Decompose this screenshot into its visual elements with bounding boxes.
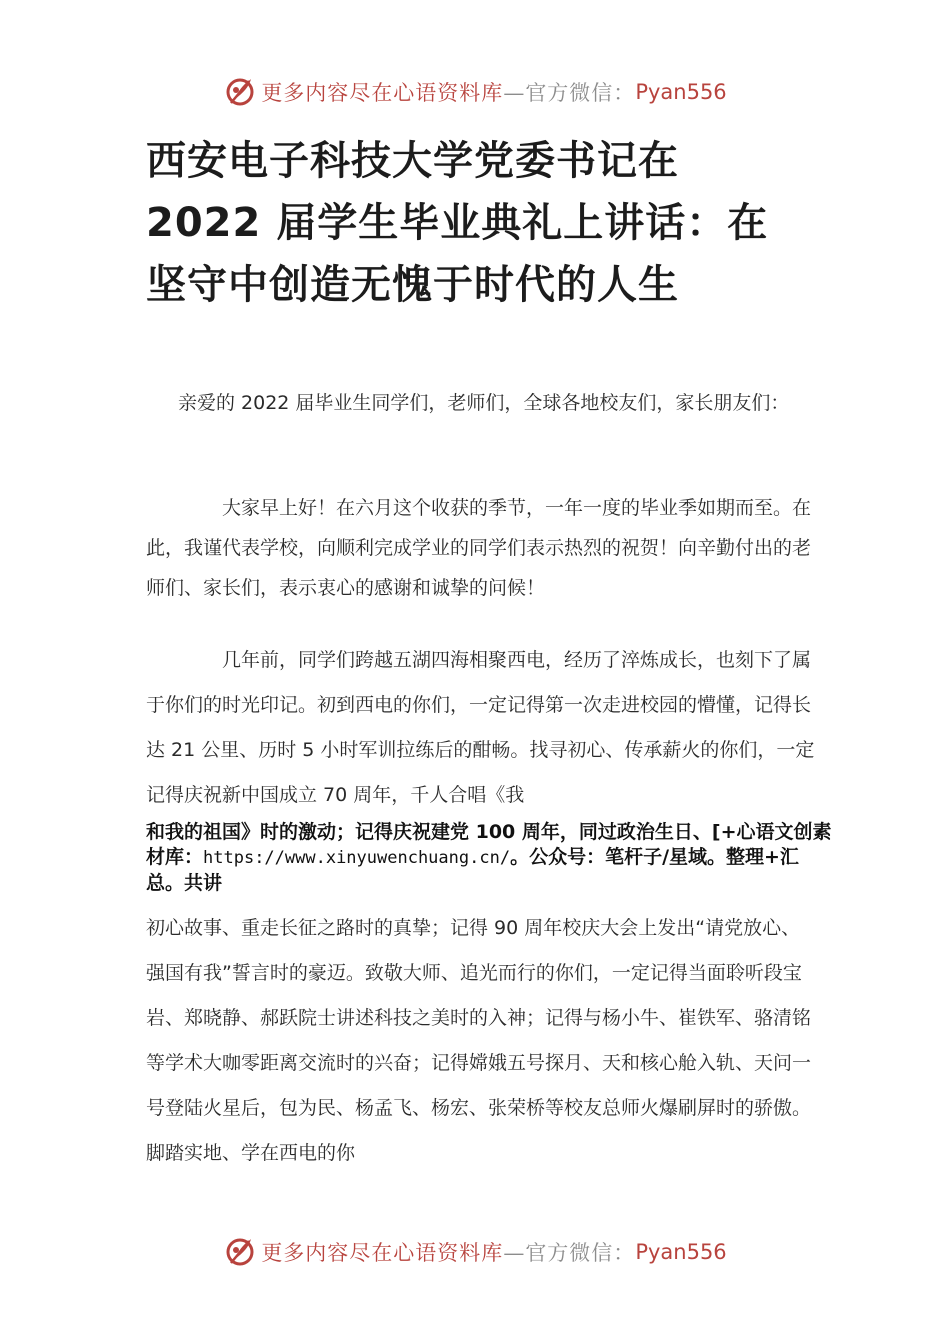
- footer-separator: —官方微信：: [503, 1241, 636, 1265]
- footer-brand-text: 更多内容尽在心语资料库: [261, 1241, 504, 1265]
- title-line-1: 西安电子科技大学党委书记在: [146, 138, 679, 184]
- opening-paragraph: 大家早上好！在六月这个收获的季节，一年一度的毕业季如期而至。在此，我谨代表学校，向顺利完成学业的同学们表示热烈的祝贺！向辛勤付出的老师们、家长们，表示衷心的感谢和诚挚的问候！: [146, 497, 812, 599]
- greeting-paragraph: 亲爱的 2022 届毕业生同学们，老师们，全球各地校友们，家长朋友们：: [178, 392, 790, 414]
- footer-wechat-id: Pyan556: [635, 1240, 727, 1264]
- source-note-text-a: 和我的祖国》时的激动；记得庆祝建党 100 周年，同过政治生日、[+心语文创素材库：: [146, 821, 832, 868]
- memories-paragraph-part3: 初心故事、重走长征之路时的真挚；记得 90 周年校庆大会上发出“请党放心、强国有我”誓言时的豪迈。致敬大师、追光而行的你们，一定记得当面聆听段宝岩、郑晓静、郝跃院士讲述科技之美时的入神；记得与杨小牛、崔铁军、骆清铭等学术大咖零距离交流时的兴奋；记得嫦娥五号探月、天和核心舱入轨、天问一号登陆火星后，包为民、杨孟飞、杨宏、张荣桥等校友总师火爆刷屏时的骄傲。脚踏实地、学在西电的你: [146, 917, 812, 1164]
- source-note-text-b: 。公众号：笔杆子/星域。整理+汇总。共讲: [146, 846, 799, 894]
- page-title: [146, 130, 826, 316]
- header-brand-text: 更多内容尽在心语资料库: [261, 81, 504, 105]
- title-line-2: 2022 届学生毕业典礼上讲话：在: [146, 200, 769, 246]
- footer-banner: [0, 1232, 950, 1272]
- header-wechat-id: Pyan556: [635, 80, 727, 104]
- memories-paragraph-part1: 几年前，同学们跨越五湖四海相聚西电，经历了淬炼成长，也刻下了属于你们的时光印记。初到西电的你们，一定记得第一次走进校园的懵懂，记得长达 21 公里、历时 5 小时军训拉练后的酣畅。找寻初心、传承薪火的你们，一定记得庆祝新中国成立 70 周年，千人合唱《我: [146, 649, 815, 806]
- quill-logo-icon: [223, 75, 257, 109]
- quill-logo-icon: [223, 1235, 257, 1269]
- header-separator: —官方微信：: [503, 81, 636, 105]
- title-line-3: 坚守中创造无愧于时代的人生: [146, 262, 679, 308]
- inserted-source-note: [146, 820, 836, 896]
- source-url-link[interactable]: https://www.xinyuwenchuang.cn/: [203, 848, 511, 868]
- header-banner: [0, 72, 950, 112]
